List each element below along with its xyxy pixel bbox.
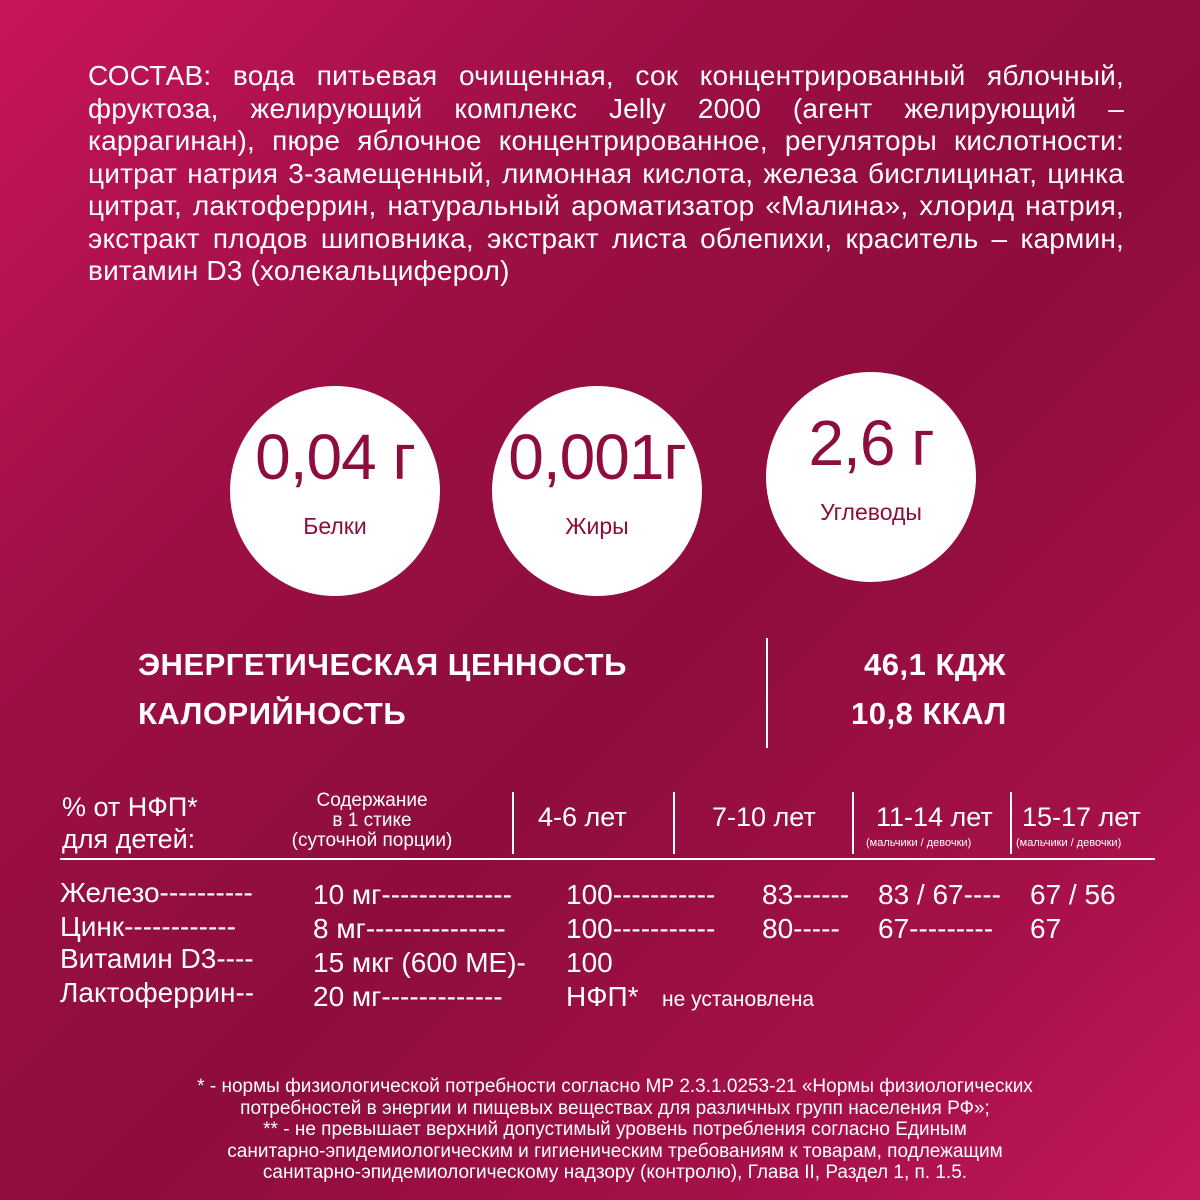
row-zinc-content: 8 мг---------------: [313, 913, 506, 944]
footnote-line: потребностей в энергии и пищевых веществах для различных групп населения РФ»;: [240, 1097, 990, 1119]
content-header-line-2: в 1 стике: [332, 810, 412, 831]
row-vitamin-d3-4-6: 100: [566, 947, 613, 978]
carbs-value: 2,6 г: [808, 407, 934, 479]
row-zinc-7-10: 80-----: [762, 913, 840, 944]
row-iron-content: 10 мг--------------: [313, 879, 512, 910]
energy-value: 46,1 КДЖ: [864, 647, 1006, 682]
row-zinc-name: Цинк------------: [60, 911, 236, 942]
row-lactoferrin-note: не установлена: [662, 988, 815, 1011]
column-separator: [852, 792, 854, 854]
footnote-line: санитарно-эпидемиологическому надзору (контролю), Глава II, Раздел 1, п. 1.5.: [262, 1162, 968, 1183]
footnote-line: ** - не превышает верхний допустимый уровень потребления согласно Единым: [263, 1119, 967, 1140]
footnotes: [70, 1076, 1160, 1184]
column-separator: [673, 792, 675, 854]
column-separator: [1010, 792, 1012, 854]
fat-label: Жиры: [565, 513, 629, 539]
row-iron-4-6: 100-----------: [566, 879, 716, 910]
table-title-line-2: для детей:: [62, 824, 196, 854]
row-iron-name: Железо----------: [60, 877, 253, 908]
row-iron-7-10: 83------: [762, 879, 850, 910]
row-vitamin-d3-name: Витамин D3----: [60, 943, 254, 974]
protein-label: Белки: [303, 513, 367, 539]
fat-circle: [492, 386, 702, 596]
row-lactoferrin-content: 20 мг-------------: [313, 981, 503, 1012]
footnote-line: санитарно-эпидемиологическим и гигиеническим требованиям к товарам, подлежащим: [227, 1140, 1003, 1162]
row-lactoferrin-4-6: НФП*: [566, 981, 639, 1012]
row-zinc-4-6: 100-----------: [566, 913, 716, 944]
carbs-circle: [766, 372, 976, 582]
fat-value: 0,001г: [508, 421, 686, 493]
calories-value: 10,8 ККАЛ: [851, 696, 1007, 731]
protein-value: 0,04 г: [255, 421, 415, 493]
protein-circle: [230, 386, 440, 596]
row-lactoferrin-name: Лактоферрин--: [60, 977, 255, 1008]
row-iron-11-14: 83 / 67----: [878, 879, 1001, 910]
content-header-line-1: Содержание: [316, 790, 428, 811]
content-header-line-3: (суточной порции): [291, 830, 453, 851]
table-title-line-1: % от НФП*: [62, 792, 198, 822]
column-separator: [512, 792, 514, 854]
carbs-label: Углеводы: [820, 499, 922, 525]
age-note-11-14: (мальчики / девочки): [866, 837, 972, 849]
age-header-15-17: 15-17 лет: [1022, 802, 1141, 832]
energy-divider: [766, 638, 768, 748]
age-header-11-14: 11-14 лет: [876, 802, 993, 832]
row-zinc-11-14: 67---------: [878, 913, 994, 944]
footnote-line: * - нормы физиологической потребности согласно МР 2.3.1.0253-21 «Нормы физиологических: [197, 1076, 1033, 1097]
table-header-rule: [60, 858, 1155, 860]
row-iron-15-17: 67 / 56: [1030, 879, 1116, 910]
row-zinc-15-17: 67: [1030, 913, 1062, 944]
age-header-7-10: 7-10 лет: [712, 802, 816, 832]
calories-label: КАЛОРИЙНОСТЬ: [138, 696, 407, 731]
age-note-15-17: (мальчики / девочки): [1016, 837, 1122, 849]
composition-text: СОСТАВ: вода питьевая очищенная, сок концентрированный яблочный, фруктоза, желирующий комплекс Jelly 2000 (агент желирующий – каррагинан), пюре яблочное концентрированное, регуляторы кислотности: цитрат натрия 3-замещенный, лимонная кислота, железа бисглицинат, цинка цитрат, лактоферрин, натуральный ароматизатор «Малина», хлорид натрия, экстракт плодов шиповника, экстракт листа облепихи, краситель – кармин, витамин D3 (холекальциферол): [88, 60, 1124, 286]
age-header-4-6: 4-6 лет: [538, 802, 627, 832]
energy-label: ЭНЕРГЕТИЧЕСКАЯ ЦЕННОСТЬ: [138, 647, 627, 682]
row-vitamin-d3-content: 15 мкг (600 МЕ)-: [313, 947, 526, 978]
